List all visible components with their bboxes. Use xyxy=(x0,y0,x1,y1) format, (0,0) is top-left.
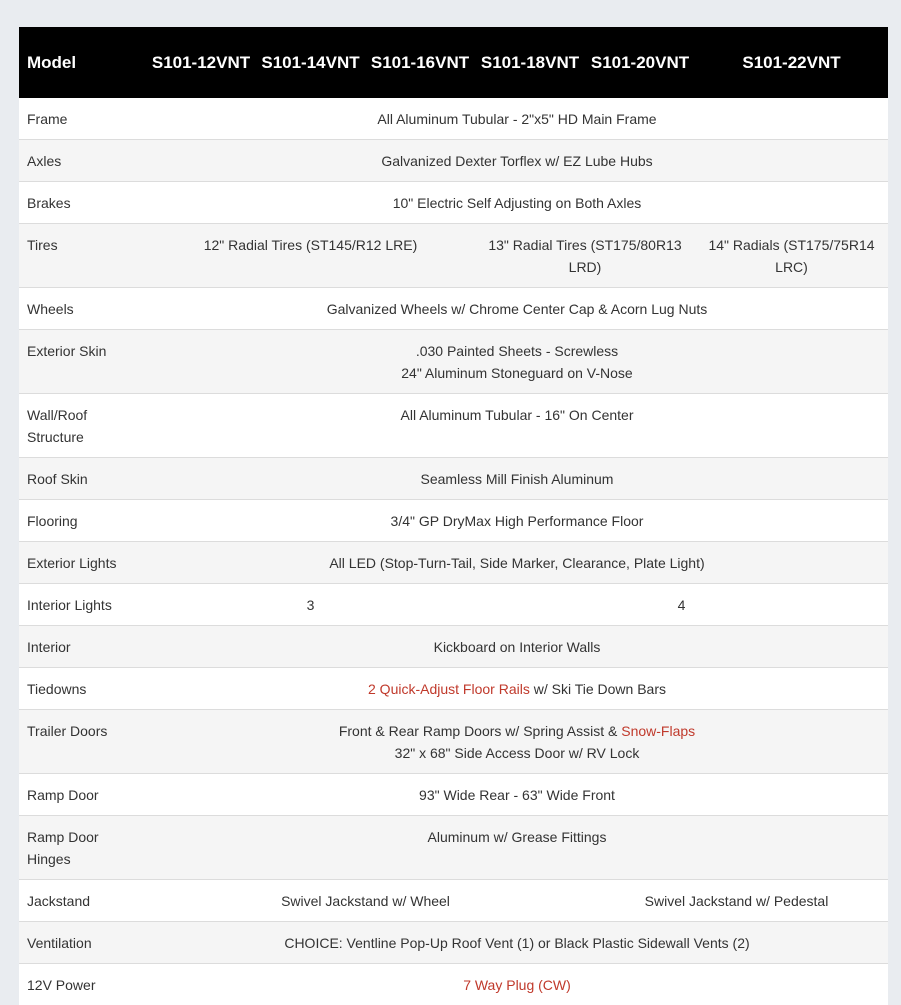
row-frame xyxy=(19,98,888,140)
row-label: Exterior Skin xyxy=(19,330,146,394)
row-interior xyxy=(19,626,888,668)
row-label: Ramp Door xyxy=(19,774,146,816)
row-exterior-skin xyxy=(19,330,888,394)
row-label: Exterior Lights xyxy=(19,542,146,584)
row-label: Ventilation xyxy=(19,922,146,964)
row-label: Jackstand xyxy=(19,880,146,922)
row-value: Aluminum w/ Grease Fittings xyxy=(146,816,888,880)
row-wall-roof xyxy=(19,394,888,458)
row-roof-skin xyxy=(19,458,888,500)
row-label: Axles xyxy=(19,140,146,182)
trailer-doors-line-2: 32" x 68" Side Access Door w/ RV Lock xyxy=(154,742,880,764)
row-trailer-doors xyxy=(19,710,888,774)
header-model-22: S101-22VNT xyxy=(695,27,888,98)
row-label: Tiedowns xyxy=(19,668,146,710)
row-label: Tires xyxy=(19,224,146,288)
row-brakes xyxy=(19,182,888,224)
tiedowns-text: w/ Ski Tie Down Bars xyxy=(530,681,666,697)
row-value: Kickboard on Interior Walls xyxy=(146,626,888,668)
row-value: Galvanized Dexter Torflex w/ EZ Lube Hubs xyxy=(146,140,888,182)
row-value: Seamless Mill Finish Aluminum xyxy=(146,458,888,500)
header-model-12: S101-12VNT xyxy=(146,27,256,98)
row-label: Interior Lights xyxy=(19,584,146,626)
row-interior-lights xyxy=(19,584,888,626)
row-axles xyxy=(19,140,888,182)
interior-lights-18-22: 4 xyxy=(475,584,888,626)
tires-12-16: 12" Radial Tires (ST145/R12 LRE) xyxy=(146,224,475,288)
row-12v-power xyxy=(19,964,888,1005)
header-model-16: S101-16VNT xyxy=(365,27,475,98)
jackstand-20-22: Swivel Jackstand w/ Pedestal xyxy=(585,880,888,922)
exterior-skin-line-2: 24" Aluminum Stoneguard on V-Nose xyxy=(154,362,880,384)
row-value: All Aluminum Tubular - 16" On Center xyxy=(146,394,888,458)
spec-table xyxy=(19,27,888,1005)
row-value: 3/4" GP DryMax High Performance Floor xyxy=(146,500,888,542)
row-value: 93" Wide Rear - 63" Wide Front xyxy=(146,774,888,816)
row-tires xyxy=(19,224,888,288)
trailer-doors-line-1 xyxy=(154,720,880,742)
row-value: All Aluminum Tubular - 2"x5" HD Main Frame xyxy=(146,98,888,140)
exterior-skin-line-1: .030 Painted Sheets - Screwless xyxy=(154,340,880,362)
tires-22: 14" Radials (ST175/75R14 LRC) xyxy=(695,224,888,288)
row-label: Wall/Roof Structure xyxy=(19,394,146,458)
row-ramp-door xyxy=(19,774,888,816)
row-label: Frame xyxy=(19,98,146,140)
row-jackstand xyxy=(19,880,888,922)
spec-table-container xyxy=(19,27,888,1005)
header-model-18: S101-18VNT xyxy=(475,27,585,98)
jackstand-12-18: Swivel Jackstand w/ Wheel xyxy=(146,880,585,922)
row-label: Roof Skin xyxy=(19,458,146,500)
row-label: Trailer Doors xyxy=(19,710,146,774)
row-wheels xyxy=(19,288,888,330)
row-label: Interior xyxy=(19,626,146,668)
row-value xyxy=(146,330,888,394)
row-ramp-door-hinges xyxy=(19,816,888,880)
row-value: Galvanized Wheels w/ Chrome Center Cap & Acorn Lug Nuts xyxy=(146,288,888,330)
row-exterior-lights xyxy=(19,542,888,584)
header-model-14: S101-14VNT xyxy=(256,27,365,98)
interior-lights-12-16: 3 xyxy=(146,584,475,626)
row-ventilation xyxy=(19,922,888,964)
row-value: 10" Electric Self Adjusting on Both Axles xyxy=(146,182,888,224)
row-value xyxy=(146,964,888,1005)
row-value: CHOICE: Ventline Pop-Up Roof Vent (1) or Black Plastic Sidewall Vents (2) xyxy=(146,922,888,964)
header-model-20: S101-20VNT xyxy=(585,27,695,98)
row-tiedowns xyxy=(19,668,888,710)
trailer-doors-text: Front & Rear Ramp Doors w/ Spring Assist & xyxy=(339,723,621,739)
row-value xyxy=(146,668,888,710)
row-flooring xyxy=(19,500,888,542)
row-label: Brakes xyxy=(19,182,146,224)
row-label: Ramp Door Hinges xyxy=(19,816,146,880)
row-label: Flooring xyxy=(19,500,146,542)
row-label: Wheels xyxy=(19,288,146,330)
tires-18-20: 13" Radial Tires (ST175/80R13 LRD) xyxy=(475,224,695,288)
header-row xyxy=(19,27,888,98)
row-label: 12V Power xyxy=(19,964,146,1005)
snow-flaps-link[interactable]: Snow-Flaps xyxy=(621,723,695,739)
row-value xyxy=(146,710,888,774)
seven-way-plug-link[interactable]: 7 Way Plug (CW) xyxy=(463,977,571,993)
header-model-label: Model xyxy=(19,27,146,98)
floor-rails-link[interactable]: 2 Quick-Adjust Floor Rails xyxy=(368,681,530,697)
row-value: All LED (Stop-Turn-Tail, Side Marker, Clearance, Plate Light) xyxy=(146,542,888,584)
